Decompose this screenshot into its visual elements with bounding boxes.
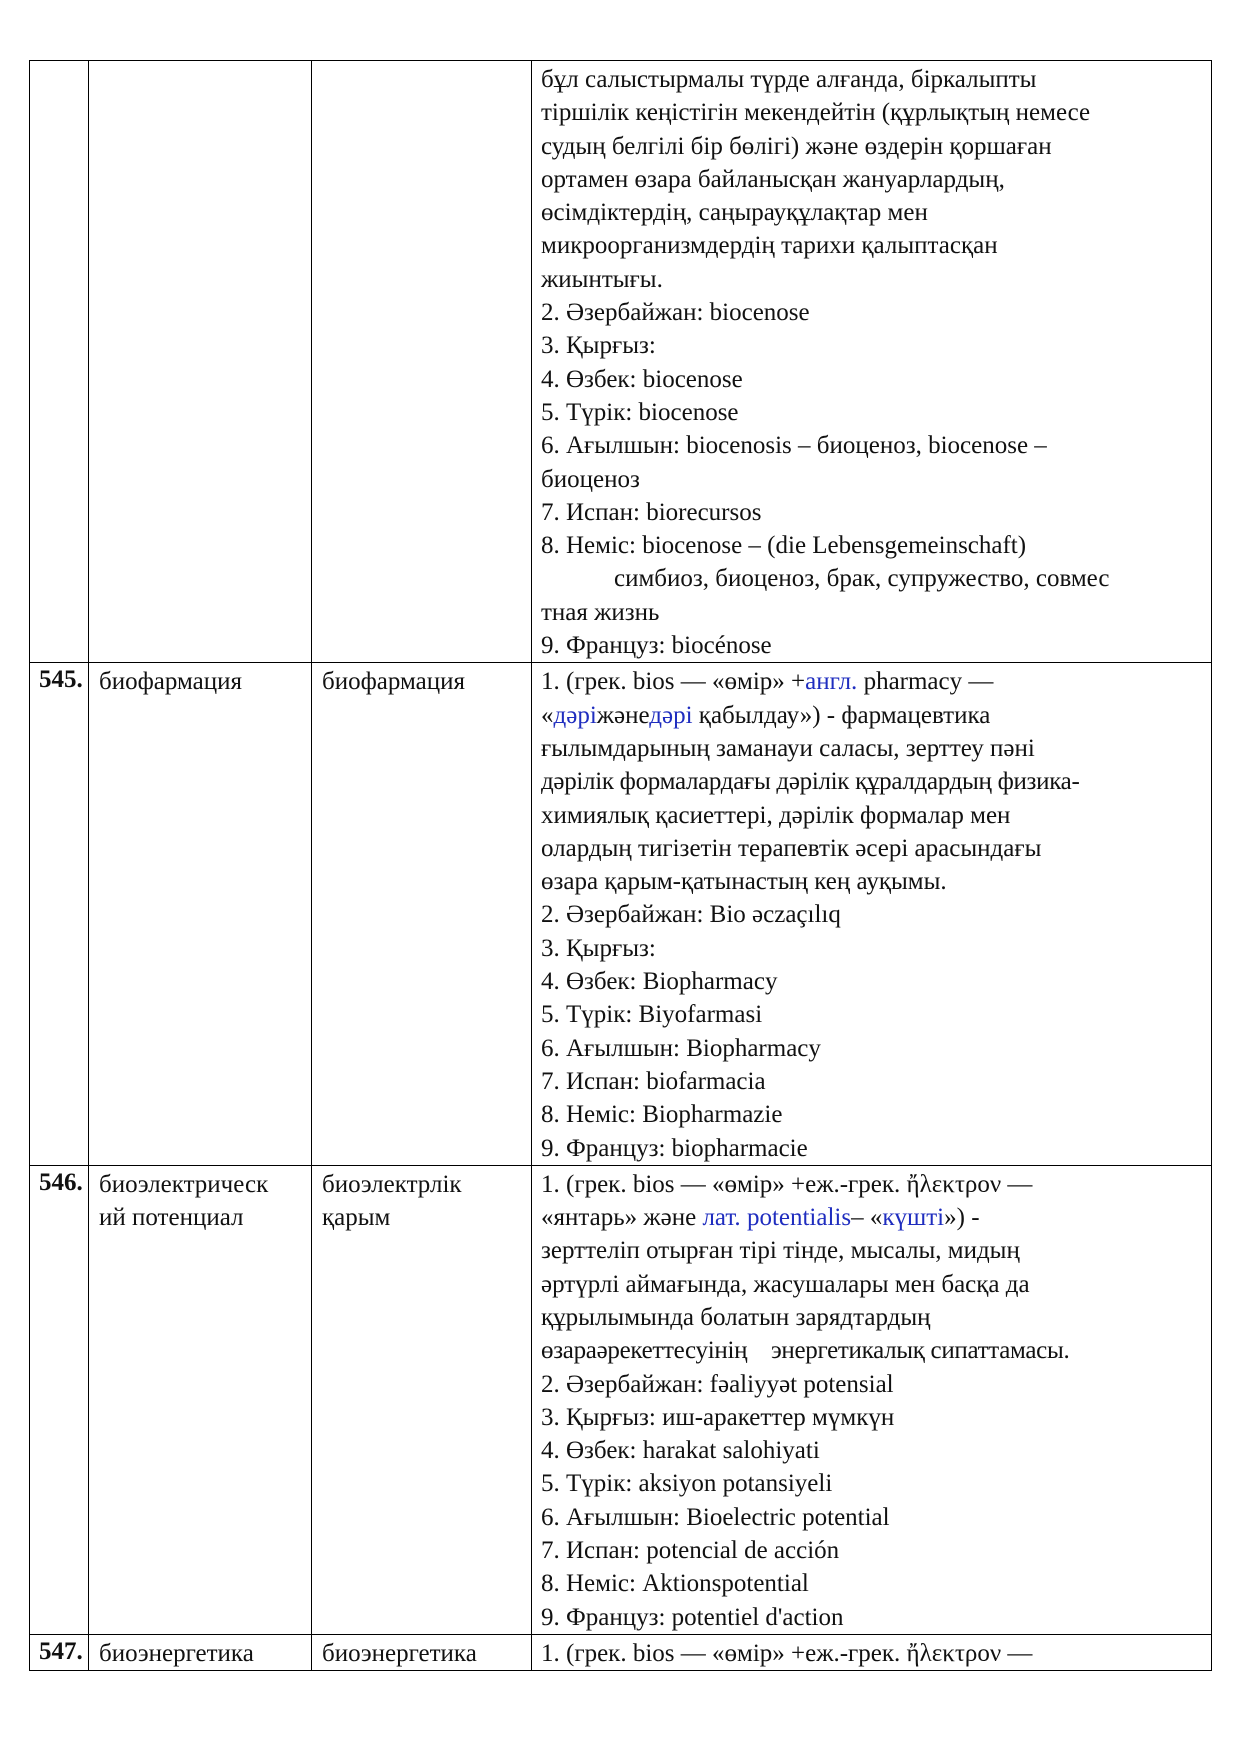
kazakh-term: биофармация xyxy=(322,668,466,696)
translation-spanish: 7. Испан: biofarmacia xyxy=(541,1067,766,1095)
definition-line: ортамен өзара байланысқан жануарлардың, xyxy=(541,165,1005,193)
definition-text: «янтарь» және xyxy=(541,1204,703,1232)
kazakh-term: биоэнергетика xyxy=(322,1639,477,1667)
definition-line: өсімдіктердің, саңырауқұлақтар мен xyxy=(541,199,928,227)
definition-text: қабылдау») - фармацевтика xyxy=(692,701,991,729)
etymology-link[interactable]: дәрі xyxy=(649,701,693,729)
translation-uzbek: 4. Өзбек: harakat salohiyati xyxy=(541,1437,820,1465)
translation-kyrgyz: 3. Қырғыз: xyxy=(541,332,656,360)
translation-azerbaijani: 2. Әзербайжан: Bio əczaçılıq xyxy=(541,901,841,929)
definition-line: әртүрлі аймағында, жасушалары мен басқа да xyxy=(541,1270,1030,1298)
russian-term: биоэнергетика xyxy=(99,1639,254,1667)
translation-german-cont: тная жизнь xyxy=(541,598,660,626)
definition-line: 1. (грек. bios — «өмір» +еж.-грек. ἤλεκτρον — xyxy=(541,1170,1033,1198)
translation-uzbek: 4. Өзбек: Biopharmacy xyxy=(541,968,778,996)
definition-line: өзараәрекеттесуінің энергетикалық сипаттамасы. xyxy=(541,1337,1070,1365)
entry-number-cell: 547. xyxy=(30,1634,89,1670)
translation-uzbek: 4. Өзбек: biocenose xyxy=(541,365,743,393)
table-row xyxy=(30,663,1212,1165)
russian-term-cell xyxy=(89,61,312,663)
definition-line: олардың тигізетін терапевтік әсері арасындағы xyxy=(541,834,1042,862)
translation-german: 8. Неміс: Biopharmazie xyxy=(541,1101,783,1129)
etymology-link[interactable]: potentialis xyxy=(740,1204,852,1232)
definition-line: тіршілік кеңістігін мекендейтін (құрлықтың немесе xyxy=(541,99,1091,127)
definition-text: және xyxy=(596,701,650,729)
definition-cell xyxy=(532,1165,1212,1634)
entry-number-cell xyxy=(30,61,89,663)
definition-line xyxy=(541,1201,1205,1234)
definition-text: pharmacy — xyxy=(857,668,994,696)
definition-line: бұл салыстырмалы түрде алғанда, біркалыпты xyxy=(541,66,1037,93)
translation-azerbaijani: 2. Әзербайжан: biocenose xyxy=(541,299,810,327)
definition-line: дәрілік формалардағы дәрілік құралдардың физика- xyxy=(541,768,1080,796)
kazakh-term: қарым xyxy=(322,1204,391,1232)
kazakh-term-cell xyxy=(312,1634,532,1670)
kazakh-term-cell xyxy=(312,61,532,663)
kazakh-term-cell xyxy=(312,1165,532,1634)
translation-spanish: 7. Испан: biorecursos xyxy=(541,498,762,526)
etymology-link[interactable]: күшті xyxy=(882,1204,945,1232)
translation-kyrgyz: 3. Қырғыз: xyxy=(541,934,656,962)
definition-cell xyxy=(532,1634,1212,1670)
entry-number-cell: 545. xyxy=(30,663,89,1165)
definition-cell xyxy=(532,663,1212,1165)
etymology-link[interactable]: англ. xyxy=(805,668,858,696)
translation-german: 8. Неміс: Aktionspotential xyxy=(541,1570,809,1598)
definition-line: өзара қарым-қатынастың кең ауқымы. xyxy=(541,868,947,896)
definition-line: құрылымында болатын зарядтардың xyxy=(541,1303,931,1331)
translation-english: 6. Ағылшын: Biopharmacy xyxy=(541,1034,821,1062)
russian-term-cell xyxy=(89,1165,312,1634)
definition-line: жиынтығы. xyxy=(541,265,663,293)
definition-text: « xyxy=(541,701,554,729)
translation-french: 9. Француз: biocénose xyxy=(541,632,772,660)
definition-line: 1. (грек. bios — «өмір» +еж.-грек. ἤλεκτρον — xyxy=(541,1639,1033,1667)
russian-term: ий потенциал xyxy=(99,1204,244,1232)
russian-term-cell xyxy=(89,663,312,1165)
table-row xyxy=(30,1634,1212,1670)
table-row xyxy=(30,1165,1212,1634)
definition-text: ») - xyxy=(944,1204,980,1232)
russian-term-cell xyxy=(89,1634,312,1670)
definition-line: ғылымдарының заманауи саласы, зерттеу пәні xyxy=(541,734,1035,762)
entry-number-cell: 546. xyxy=(30,1165,89,1634)
translation-german: 8. Неміс: biocenose – (die Lebensgemeinschaft) xyxy=(541,532,1027,560)
translation-english: 6. Ағылшын: Bioelectric potential xyxy=(541,1503,890,1531)
translation-french: 9. Француз: biopharmacie xyxy=(541,1134,808,1162)
translation-turkish: 5. Түрік: aksiyon potansiyeli xyxy=(541,1470,833,1498)
translation-spanish: 7. Испан: potencial de acción xyxy=(541,1537,840,1565)
kazakh-term: биоэлектрлік xyxy=(322,1170,462,1198)
definition-line: судың белгілі бір бөлігі) және өздерін қоршаған xyxy=(541,132,1052,160)
definition-line xyxy=(541,665,1205,698)
table-row xyxy=(30,61,1212,663)
definition-line: зерттеліп отырған тірі тінде, мысалы, мидың xyxy=(541,1237,1020,1265)
translation-english-cont: биоценоз xyxy=(541,465,640,493)
definition-cell xyxy=(532,61,1212,663)
translation-turkish: 5. Түрік: biocenose xyxy=(541,398,739,426)
translation-german-cont: симбиоз, биоценоз, брак, супружество, совмес xyxy=(614,565,1110,593)
definition-text: 1. (грек. bios — «өмір» + xyxy=(541,668,806,696)
etymology-link[interactable]: лат. xyxy=(702,1204,741,1232)
definition-line: химиялық қасиеттері, дәрілік формалар мен xyxy=(541,801,1011,829)
translation-english: 6. Ағылшын: biocenosis – биоценоз, biocenose – xyxy=(541,432,1047,460)
translation-turkish: 5. Түрік: Biyofarmasi xyxy=(541,1001,763,1029)
definition-text: – « xyxy=(851,1204,883,1232)
translation-kyrgyz: 3. Қырғыз: иш-аракеттер мүмкүн xyxy=(541,1403,895,1431)
kazakh-term-cell xyxy=(312,663,532,1165)
definition-line xyxy=(541,699,1205,732)
translation-azerbaijani: 2. Әзербайжан: fəaliyyət potensial xyxy=(541,1370,894,1398)
etymology-link[interactable]: дәрі xyxy=(553,701,597,729)
russian-term: биоэлектрическ xyxy=(99,1170,269,1198)
russian-term: биофармация xyxy=(99,668,243,696)
definition-line: микроорганизмдердің тарихи қалыптасқан xyxy=(541,232,998,260)
translation-french: 9. Француз: potentiel d'action xyxy=(541,1603,844,1631)
glossary-table xyxy=(29,60,1212,1671)
